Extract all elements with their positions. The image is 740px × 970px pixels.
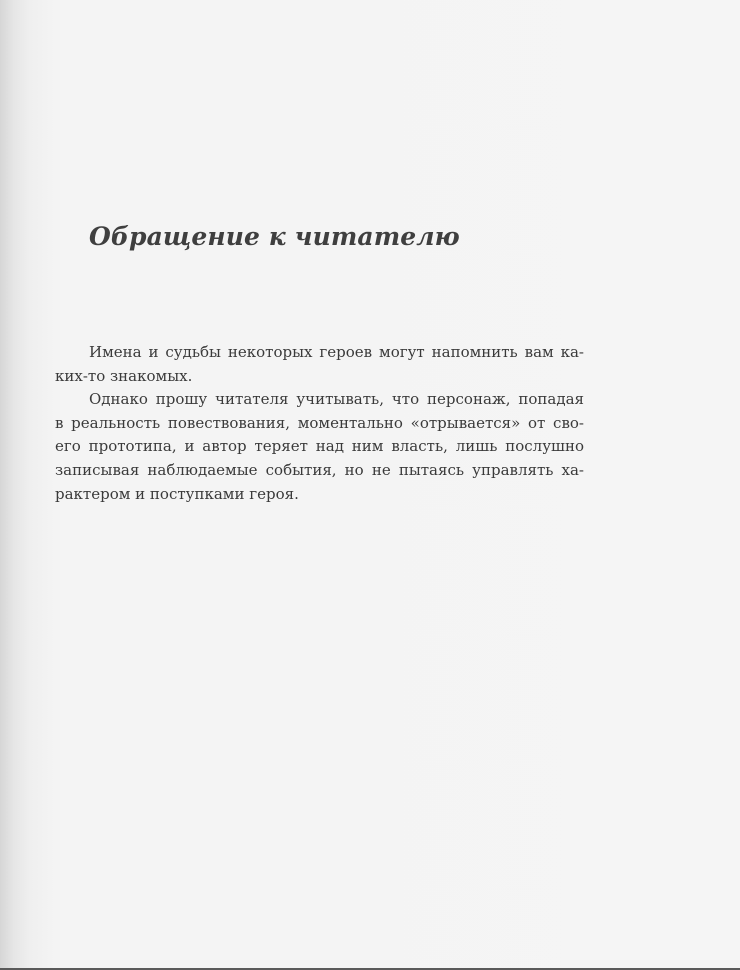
chapter-title: Обращение к читателю (89, 222, 460, 251)
text-line: рактером и поступками героя. (55, 484, 299, 503)
text-line: ких-то знакомых. (55, 366, 193, 385)
text-line: Имена и судьбы некоторых героев могут напомнить вам ка- (89, 343, 584, 361)
text-line: записывая наблюдаемые события, но не пытаясь управлять ха- (55, 460, 584, 479)
text-line: Однако прошу читателя учитывать, что персонаж, попадая (89, 390, 584, 409)
body-text (55, 341, 584, 506)
text-line: в реальность повествования, моментально «отрывается» от сво- (55, 413, 584, 432)
text-line: его прототипа, и автор теряет над ним власть, лишь послушно (55, 437, 584, 456)
